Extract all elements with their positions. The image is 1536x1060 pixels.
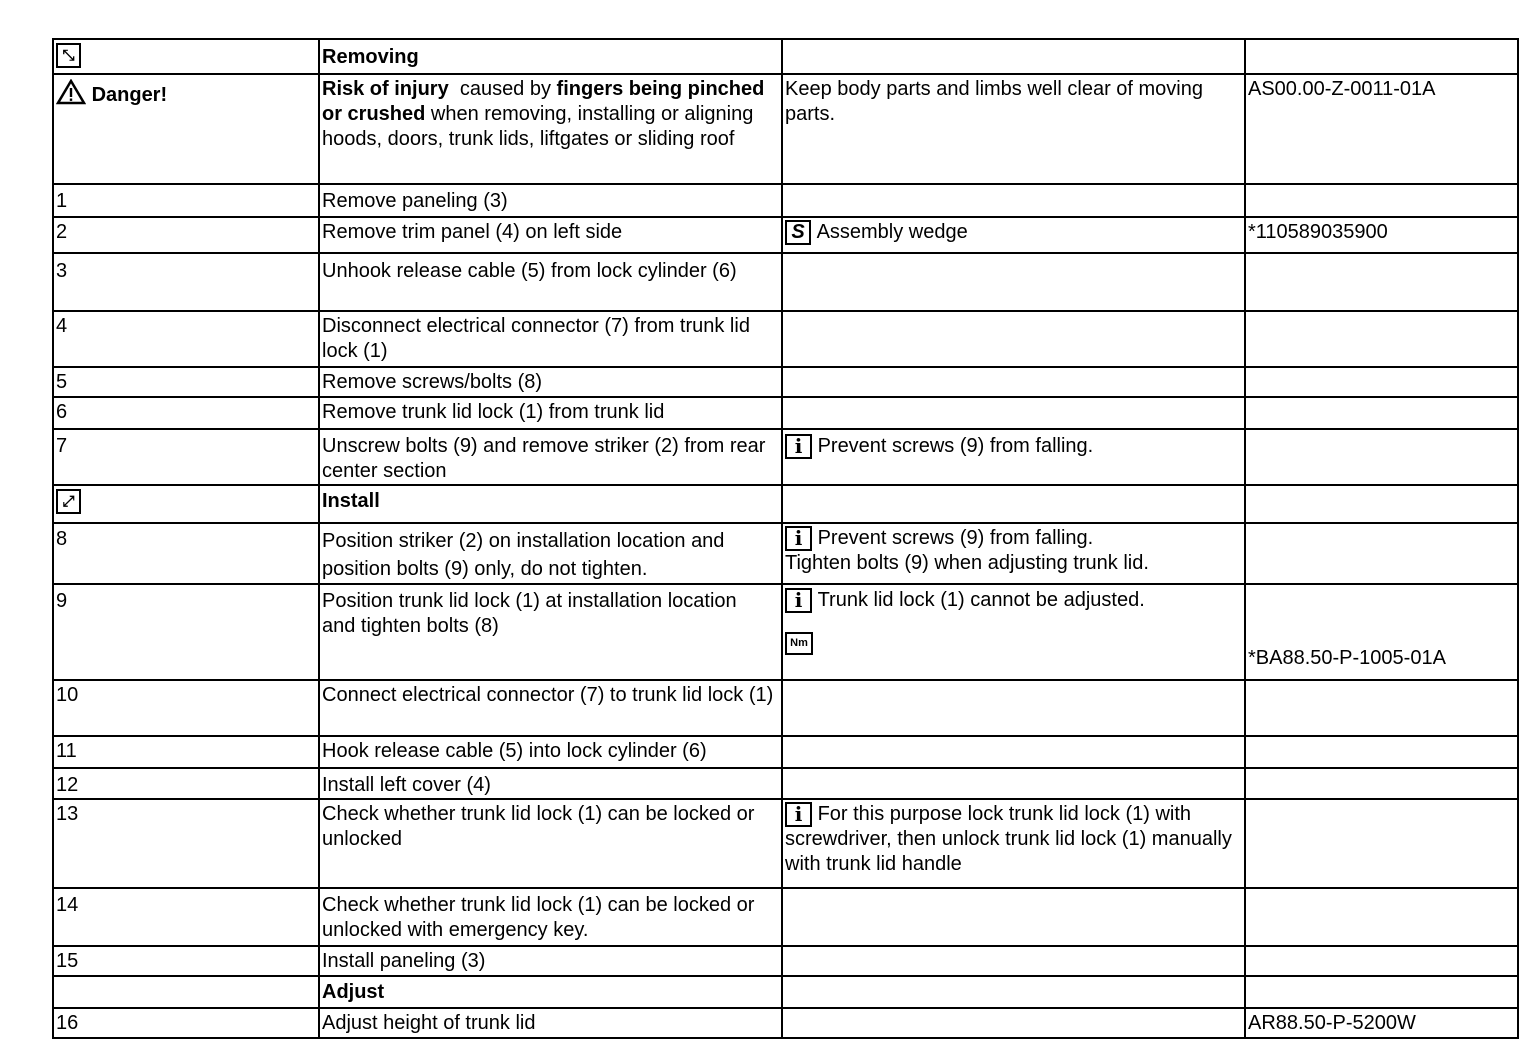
step-number: 9 [53, 584, 319, 680]
section-heading-removing: Removing [319, 39, 782, 74]
step-text: Remove screws/bolts (8) [319, 367, 782, 397]
install-arrows-icon: ⤢ [56, 489, 81, 514]
torque-nm-icon: Nm [785, 632, 813, 655]
step-text: Disconnect electrical connector (7) from trunk lid lock (1) [319, 311, 782, 367]
step-number: 5 [53, 367, 319, 397]
info-icon: i [785, 434, 812, 459]
note-text: Trunk lid lock (1) cannot be adjusted. [817, 589, 1145, 612]
danger-remedy: Keep body parts and limbs well clear of moving parts. [782, 74, 1245, 184]
table-row [53, 184, 1518, 217]
step-text: Unscrew bolts (9) and remove striker (2) from rear center section [319, 429, 782, 485]
step-text: Install paneling (3) [319, 946, 782, 976]
table-row [53, 217, 1518, 253]
info-icon: i [785, 802, 812, 827]
table-row [53, 485, 1518, 523]
note-text: Tighten bolts (9) when adjusting trunk lid. [785, 552, 1149, 575]
step-text: Adjust height of trunk lid [319, 1008, 782, 1038]
step-number: 14 [53, 888, 319, 946]
table-row [53, 429, 1518, 485]
step-text: Remove trunk lid lock (1) from trunk lid [319, 397, 782, 429]
danger-reference: AS00.00-Z-0011-01A [1245, 74, 1518, 184]
warning-triangle-icon [56, 79, 86, 105]
table-row [53, 1008, 1518, 1038]
special-tool-name: Assembly wedge [816, 221, 968, 244]
table-row [53, 888, 1518, 946]
table-row [53, 680, 1518, 736]
step-text: Unhook release cable (5) from lock cylinder (6) [319, 253, 782, 311]
step-number: 4 [53, 311, 319, 367]
step-number: 12 [53, 768, 319, 799]
step-text: Connect electrical connector (7) to trunk lid lock (1) [319, 680, 782, 736]
table-row [53, 799, 1518, 888]
danger-description: Risk of injury caused by fingers being pinched or crushed when removing, installing or aligning hoods, doors, trunk lids, liftgates or sliding roof [319, 74, 782, 184]
table-row [53, 768, 1518, 799]
step-number: 16 [53, 1008, 319, 1038]
info-icon: i [785, 526, 812, 551]
step-number: 10 [53, 680, 319, 736]
table-row [53, 397, 1518, 429]
step-number: 7 [53, 429, 319, 485]
step-number: 1 [53, 184, 319, 217]
step-text: Position trunk lid lock (1) at installation location and tighten bolts (8) [319, 584, 782, 680]
step-number: 15 [53, 946, 319, 976]
table-row [53, 523, 1518, 584]
tool-part-number: *110589035900 [1245, 217, 1518, 253]
step-text: Hook release cable (5) into lock cylinder (6) [319, 736, 782, 768]
table-row [53, 253, 1518, 311]
info-icon: i [785, 588, 812, 613]
step-text: Position striker (2) on installation location and position bolts (9) only, do not tighten. [319, 523, 782, 584]
procedure-table [52, 38, 1519, 1039]
step-number: 6 [53, 397, 319, 429]
table-row [53, 976, 1518, 1008]
step-text: Install left cover (4) [319, 768, 782, 799]
torque-reference: *BA88.50-P-1005-01A [1248, 647, 1446, 669]
step-number: 2 [53, 217, 319, 253]
note-text: Prevent screws (9) from falling. [817, 527, 1094, 550]
table-row [53, 39, 1518, 74]
step-number: 3 [53, 253, 319, 311]
note-text: For this purpose lock trunk lid lock (1) with screwdriver, then unlock trunk lid lock (1) manually with trunk lid handle [785, 803, 1232, 876]
table-row [53, 946, 1518, 976]
removing-arrows-icon: ⤡ [56, 43, 81, 68]
step-number: 13 [53, 799, 319, 888]
step-text: Remove paneling (3) [319, 184, 782, 217]
danger-label: Danger! [91, 84, 168, 106]
tool-icon: S [785, 220, 811, 245]
table-row [53, 584, 1518, 680]
note-text: Prevent screws (9) from falling. [817, 435, 1094, 458]
table-row [53, 736, 1518, 768]
adjust-reference: AR88.50-P-5200W [1245, 1008, 1518, 1038]
table-row [53, 367, 1518, 397]
section-heading-install: Install [319, 485, 782, 523]
step-number: 11 [53, 736, 319, 768]
table-row [53, 74, 1518, 184]
step-text: Remove trim panel (4) on left side [319, 217, 782, 253]
table-row [53, 311, 1518, 367]
section-heading-adjust: Adjust [319, 976, 782, 1008]
step-text: Check whether trunk lid lock (1) can be locked or unlocked with emergency key. [319, 888, 782, 946]
step-number: 8 [53, 523, 319, 584]
step-text: Check whether trunk lid lock (1) can be locked or unlocked [319, 799, 782, 888]
